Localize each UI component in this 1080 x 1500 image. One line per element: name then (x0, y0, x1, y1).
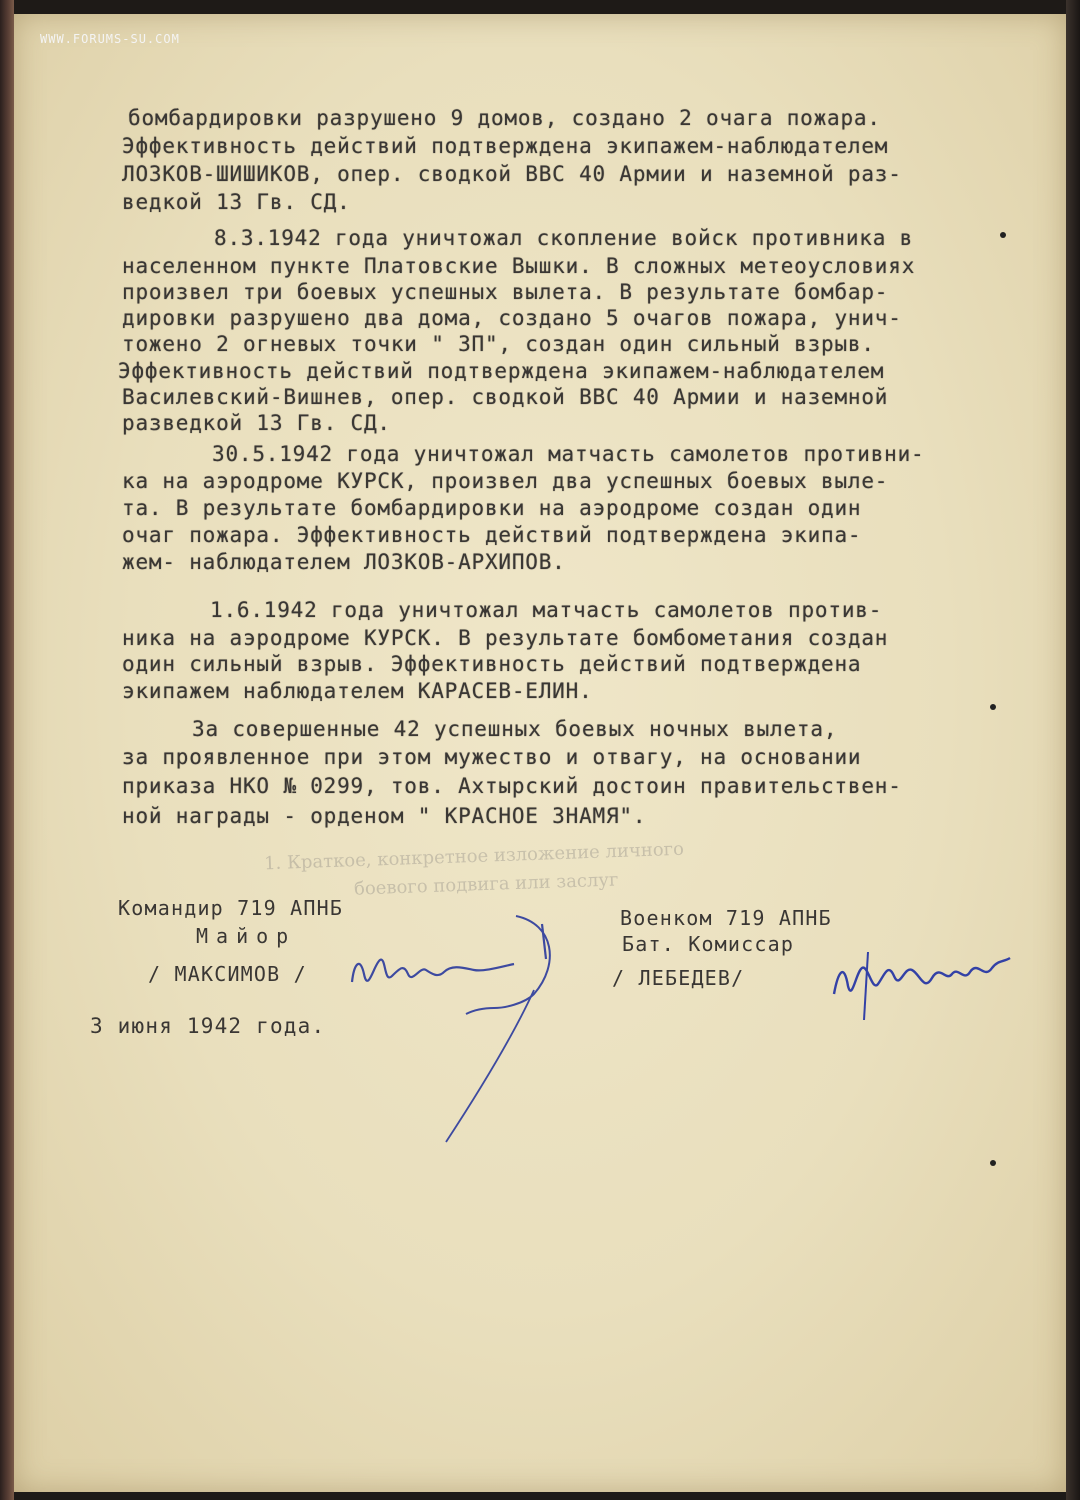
body-line: дировки разрушено два дома, создано 5 очагов пожара, унич- (122, 306, 902, 330)
commander-rank: Майор (196, 924, 297, 948)
body-line: Эффективность действий подтверждена экипажем-наблюдателем (118, 359, 885, 383)
commissar-rank: Бат. Комиссар (622, 932, 795, 956)
body-line: Василевский-Вишнев, опер. сводкой ВВС 40 Армии и наземной (122, 385, 889, 409)
body-line: произвел три боевых успешных вылета. В результате бомбар- (122, 280, 889, 304)
faint-stamp-line: 1. Краткое, конкретное изложение личного (263, 838, 685, 875)
body-line: За совершенные 42 успешных боевых ночных вылета, (192, 717, 838, 741)
body-line: ника на аэродроме КУРСК. В результате бомбометания создан (122, 626, 889, 650)
body-line: за проявленное при этом мужество и отвагу, на основании (122, 745, 862, 769)
scan-dot (990, 704, 996, 710)
scan-dot (1000, 232, 1006, 238)
body-line: тожено 2 огневых точки " ЗП", создан один сильный взрыв. (122, 332, 875, 356)
scan-right-edge (1066, 0, 1080, 1500)
scan-left-edge (0, 0, 14, 1500)
body-line: экипажем наблюдателем КАРАСЕВ-ЕЛИН. (122, 679, 593, 703)
body-line: 1.6.1942 года уничтожал матчасть самолетов против- (210, 598, 883, 622)
site-watermark: WWW.FORUMS-SU.COM (40, 32, 180, 46)
body-line: бомбардировки разрушено 9 домов, создано 2 очага пожара. (128, 106, 881, 130)
document-text (14, 14, 1066, 1492)
body-line: Эффективность действий подтверждена экипажем-наблюдателем (122, 134, 889, 158)
body-line: очаг пожара. Эффективность действий подтверждена экипа- (122, 523, 862, 547)
body-line: один сильный взрыв. Эффективность действий подтверждена (122, 652, 862, 676)
body-line: ка на аэродроме КУРСК, произвел два успешных боевых выле- (122, 469, 889, 493)
body-line: 8.3.1942 года уничтожал скопление войск противника в (214, 226, 914, 250)
body-line: ЛОЗКОВ-ШИШИКОВ, опер. сводкой ВВС 40 Армии и наземной раз- (122, 162, 902, 186)
body-line: разведкой 13 Гв. СД. (122, 411, 391, 435)
body-line: ной награды - орденом " КРАСНОЕ ЗНАМЯ". (122, 804, 647, 828)
document-page (14, 14, 1066, 1492)
body-line: населенном пункте Платовские Вышки. В сложных метеоусловиях (122, 254, 916, 278)
commissar-signature (828, 932, 1018, 1032)
body-line: та. В результате бомбардировки на аэродроме создан один (122, 496, 862, 520)
commander-name: / МАКСИМОВ / (148, 962, 307, 986)
body-line: ведкой 13 Гв. СД. (122, 190, 351, 214)
commissar-name: / ЛЕБЕДЕВ/ (612, 966, 745, 990)
scan-dot (990, 1160, 996, 1166)
faint-stamp-line: боевого подвига или заслуг (353, 869, 619, 900)
document-date: 3 июня 1942 года. (90, 1014, 326, 1038)
commander-title: Командир 719 АПНБ (118, 896, 344, 920)
body-line: жем- наблюдателем ЛОЗКОВ-АРХИПОВ. (122, 550, 566, 574)
commander-signature (334, 904, 594, 1144)
body-line: 30.5.1942 года уничтожал матчасть самолетов противни- (212, 442, 925, 466)
body-line: приказа НКО № 0299, тов. Ахтырский достоин правительствен- (122, 774, 902, 798)
commissar-title: Военком 719 АПНБ (620, 906, 832, 930)
scan-top-edge (0, 0, 1080, 14)
